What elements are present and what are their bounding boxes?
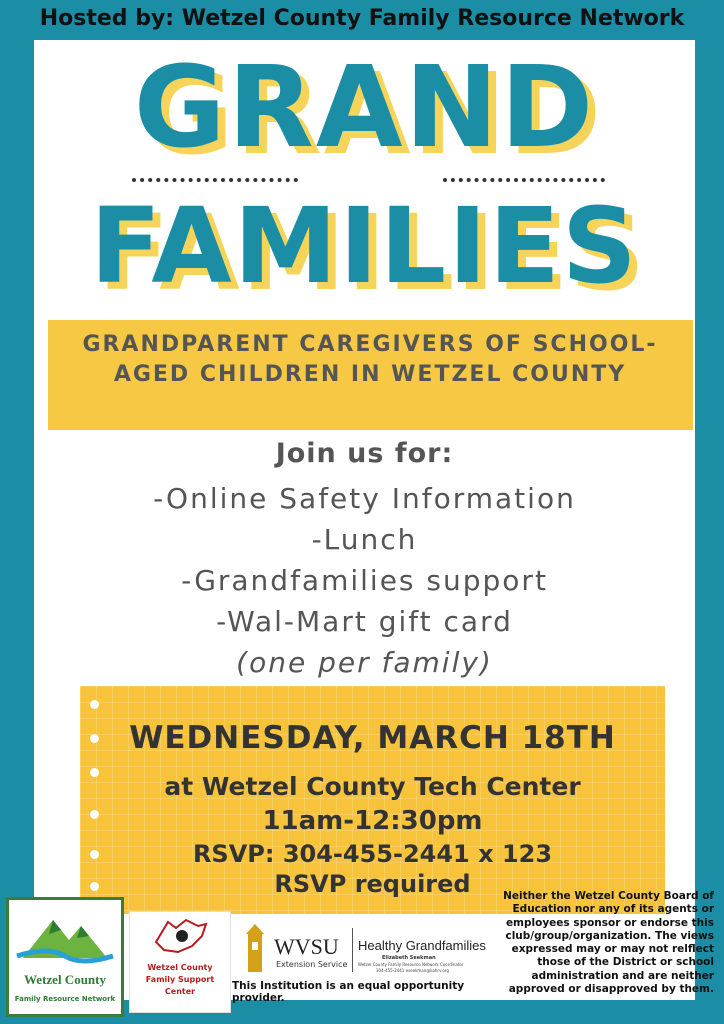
event-date: WEDNESDAY, MARCH 18TH [129,720,616,756]
event-location: at Wetzel County Tech Center [164,772,581,801]
logo-divider [352,928,353,972]
wvsu-sub: Extension Service [276,960,348,969]
hg-contact: 304-455-2441 eseekman@kohrv.org [376,968,449,973]
event-rsvp-required: RSVP required [274,870,471,898]
fsc-logo [130,912,230,1012]
activity-list [34,478,695,683]
frn-logo-sub: Family Resource Network [14,995,116,1003]
activity-item: -Online Safety Information [153,482,576,515]
notebook-hole [90,700,99,709]
frn-logo-name: Wetzel County [24,972,106,987]
disclaimer-text: Neither the Wetzel County Board of Education nor any of its agents or employees sponsor or endorse this club/group/organization. The views expressed may or may not relflect those of the District or school administration and are neither approved or disapproved by them. [503,890,714,996]
frn-logo [6,897,124,1017]
join-heading: Join us for: [275,438,454,469]
wvsu-name: WVSU [274,934,339,959]
tower-icon [238,924,272,976]
activity-item: -Lunch [311,523,418,556]
fsc-logo-name: Wetzel County Family Support Center [145,963,215,996]
event-time: 11am-12:30pm [262,806,483,836]
activity-item: -Wal-Mart gift card [216,605,513,638]
subtitle-banner-text: GRANDPARENT CAREGIVERS OF SCHOOL-AGED CHILDREN IN WETZEL COUNTY [82,332,658,387]
hg-role: Wetzel County Family Resource Network Coordinator [358,962,464,967]
equal-opportunity-text: This Institution is an equal opportunity provider. [232,980,465,1004]
title-families: FAMILIES [90,185,639,307]
hg-person: Elizabeth Seekman [382,955,436,961]
hosted-by-header: Hosted by: Wetzel County Family Resource Network [0,0,724,40]
title-grand: GRAND [133,43,596,173]
hg-name: Healthy Grandfamilies [358,938,486,953]
west-virginia-map-icon [130,912,230,960]
activity-item: -Grandfamilies support [181,564,548,597]
activity-note: (one per family) [236,646,493,679]
wvsu-hg-logo [236,920,498,980]
mountain-icon [9,900,121,970]
event-rsvp-phone: RSVP: 304-455-2441 x 123 [192,840,553,868]
